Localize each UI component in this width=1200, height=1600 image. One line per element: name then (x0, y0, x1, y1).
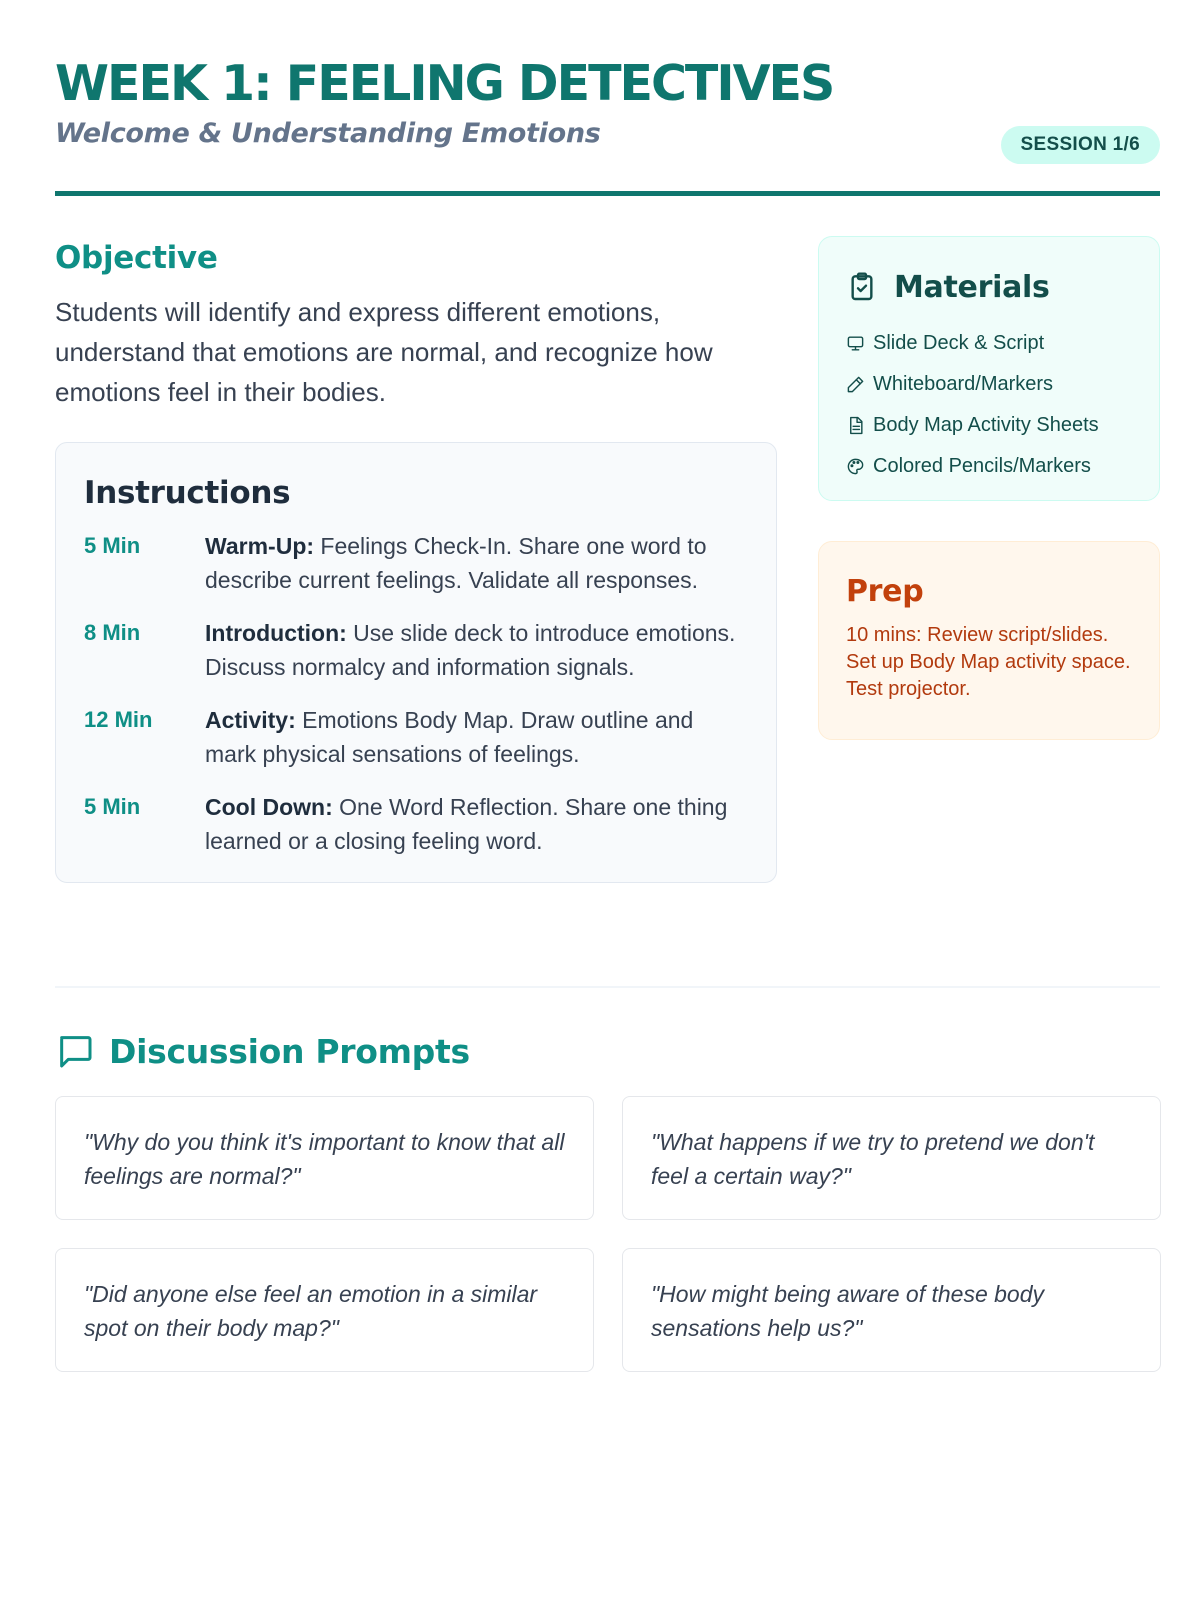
clipboard-check-icon (846, 271, 878, 303)
palette-icon (846, 457, 865, 476)
prep-card (818, 541, 1160, 740)
step-duration: 5 Min (84, 794, 141, 819)
instruction-step (84, 529, 749, 597)
section-divider (55, 986, 1160, 988)
objective-text: Students will identify and express different emotions, understand that emotions are normal, and recognize how emotions feel in their bodies. (55, 297, 713, 407)
instructions-heading: Instructions (84, 475, 291, 511)
instruction-step (84, 703, 749, 771)
prompt-card: "What happens if we try to pretend we don't feel a certain way?" (622, 1096, 1161, 1220)
material-item (846, 446, 1132, 487)
materials-list (846, 323, 1132, 487)
step-description (205, 790, 749, 858)
discussion-prompts (55, 1096, 1160, 1372)
step-description (205, 703, 749, 771)
prep-heading: Prep (846, 574, 924, 609)
instructions-card (55, 442, 777, 883)
discussion-heading: Discussion Prompts (109, 1031, 470, 1071)
material-item (846, 405, 1132, 446)
step-duration: 8 Min (84, 620, 141, 645)
prep-text: 10 mins: Review script/slides. Set up Body Map activity space. Test projector. (846, 624, 1131, 700)
speech-bubble-icon (55, 1031, 95, 1071)
step-label: Cool Down: (205, 794, 333, 820)
prompt-card: "Did anyone else feel an emotion in a similar spot on their body map?" (55, 1248, 594, 1372)
monitor-icon (846, 334, 865, 353)
materials-card (818, 236, 1160, 501)
step-duration: 5 Min (84, 533, 141, 558)
material-label: Colored Pencils/Markers (873, 455, 1091, 477)
step-text: Emotions Body Map. Draw outline and mark physical sensations of feelings. (205, 707, 694, 767)
main-column (55, 236, 777, 883)
materials-heading: Materials (894, 269, 1050, 305)
session-badge: SESSION 1/6 (1001, 126, 1160, 164)
step-duration: 12 Min (84, 707, 153, 732)
step-label: Warm-Up: (205, 533, 315, 559)
step-text: Use slide deck to introduce emotions. Discuss normalcy and information signals. (205, 620, 736, 680)
step-label: Activity: (205, 707, 296, 733)
material-label: Whiteboard/Markers (873, 373, 1054, 395)
discussion-header (55, 1028, 1160, 1074)
prompt-card: "Why do you think it's important to know that all feelings are normal?" (55, 1096, 594, 1220)
page-title: WEEK 1: FEELING DETECTIVES (55, 55, 834, 112)
pencil-icon (846, 375, 865, 394)
material-item (846, 323, 1132, 364)
step-description (205, 616, 749, 684)
material-label: Body Map Activity Sheets (873, 414, 1099, 436)
lesson-header (55, 0, 1160, 196)
instruction-steps (84, 529, 749, 858)
prompt-card: "How might being aware of these body sensations help us?" (622, 1248, 1161, 1372)
instruction-step (84, 790, 749, 858)
discussion-section (55, 1028, 1160, 1372)
instruction-step (84, 616, 749, 684)
objective-heading: Objective (55, 240, 218, 276)
step-description (205, 529, 749, 597)
step-text: Feelings Check-In. Share one word to describe current feelings. Validate all responses. (205, 533, 707, 593)
document-icon (846, 416, 865, 435)
side-column (818, 236, 1160, 740)
step-text: One Word Reflection. Share one thing learned or a closing feeling word. (205, 794, 728, 854)
step-label: Introduction: (205, 620, 347, 646)
materials-header (846, 267, 1132, 307)
material-label: Slide Deck & Script (873, 332, 1045, 354)
lesson-page (55, 0, 1160, 1341)
material-item (846, 364, 1132, 405)
page-subtitle: Welcome & Understanding Emotions (55, 118, 601, 149)
